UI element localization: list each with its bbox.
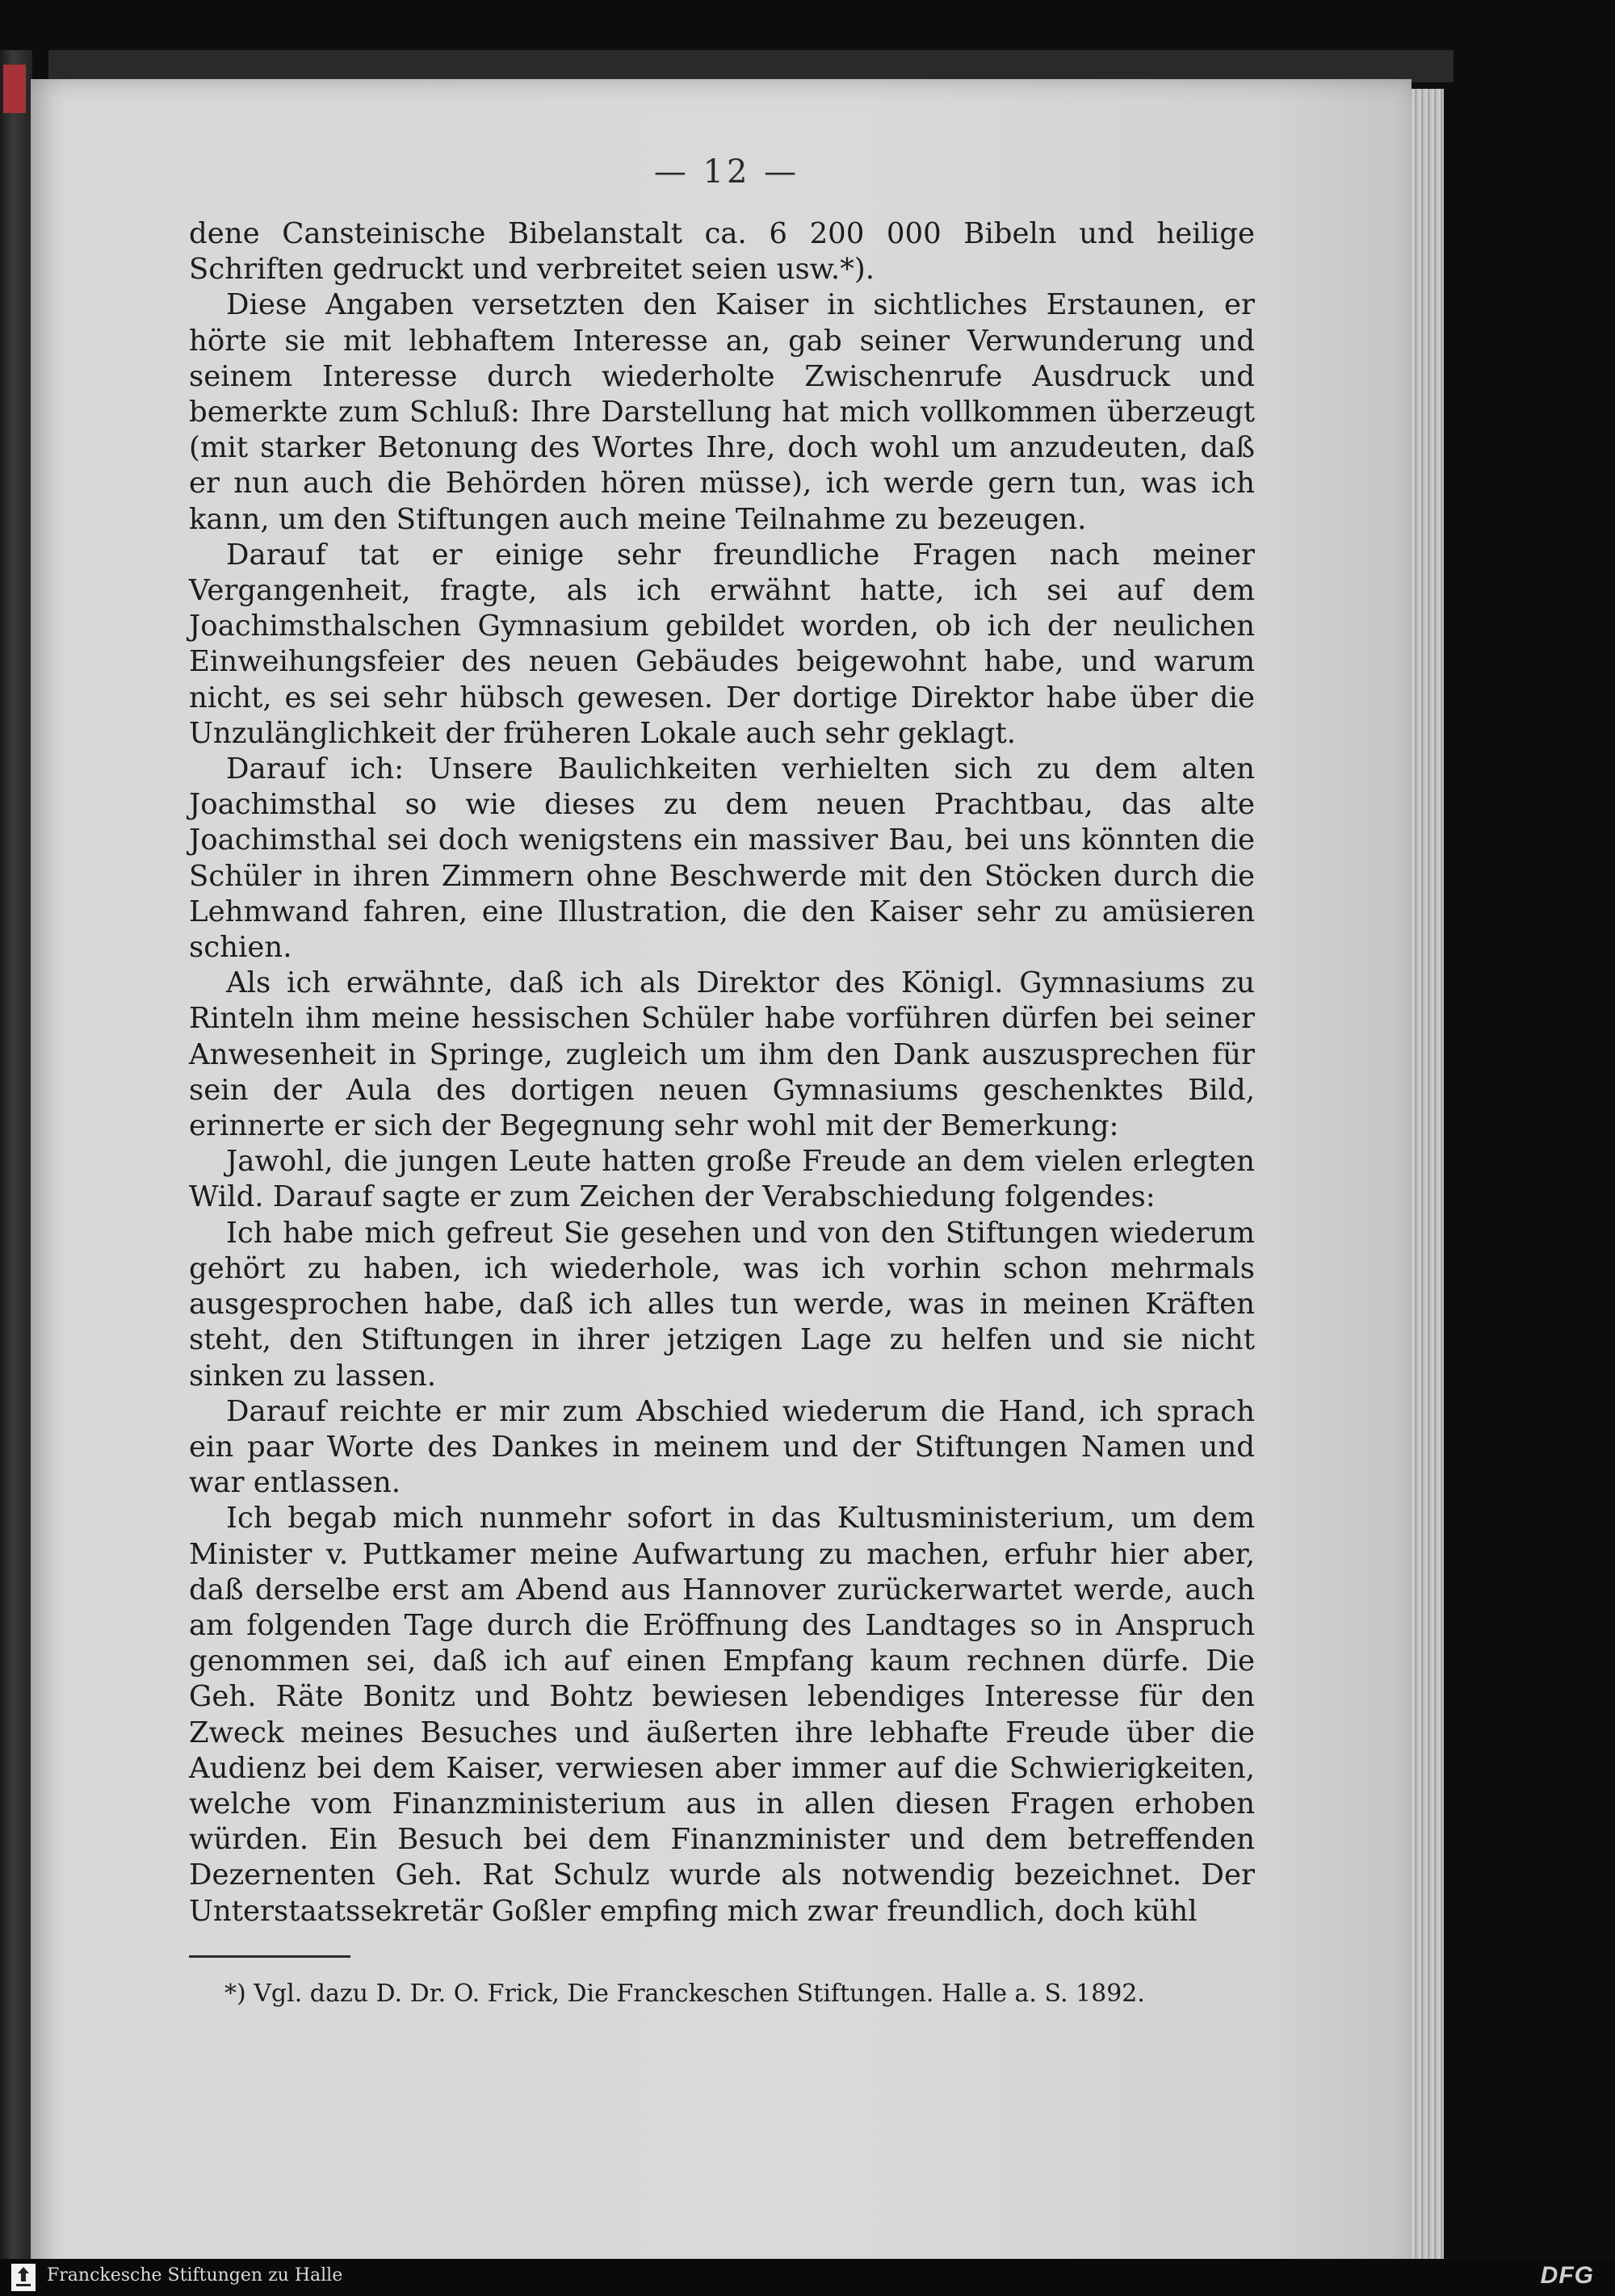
paragraph: Diese Angaben versetzten den Kaiser in sichtliches Erstaunen, er hörte sie mit lebhaftem Interesse an, gab seiner Verwunderung und seinem Interesse durch wiederholte Zwischenrufe Ausdruck und bemerkte zum Schluß: Ihre Darstellung hat mich vollkommen überzeugt (mit starker Betonung des Wortes Ihre, doch wohl um anzudeuten, daß er nun auch die Behörden hören müsse), ich werde gern tun, was ich kann, um den Stiftungen auch meine Teilnahme zu bezeugen. (189, 288, 1255, 536)
book-binding (0, 50, 32, 2294)
footnote: *) Vgl. dazu D. Dr. O. Frick, Die Franckeschen Stiftungen. Halle a. S. 1892. (224, 1980, 1145, 2008)
bookmark-ribbon (3, 65, 26, 113)
source-credit[interactable]: Franckesche Stiftungen zu Halle (47, 2265, 343, 2286)
footnote-divider (189, 1955, 350, 1958)
institution-logo-icon (11, 2264, 36, 2291)
funder-logo: DFG (1540, 2262, 1594, 2289)
page-edges (1412, 89, 1444, 2285)
page-number: — 12 — (653, 153, 800, 191)
paragraph: dene Cansteinische Bibelanstalt ca. 6 200 000 Bibeln und heilige Schriften gedruckt und verbreitet seien usw.*). (189, 217, 1255, 287)
paragraph: Darauf ich: Unsere Baulichkeiten verhielten sich zu dem alten Joachimsthal so wie dieses zu dem neuen Prachtbau, das alte Joachimsthal sei doch wenigstens ein massiver Bau, bei uns könnten die Schüler in ihren Zimmern ohne Beschwerde mit den Stöcken durch die Lehmwand fahren, eine Illustration, die den Kaiser sehr zu amüsieren schien. (189, 752, 1255, 965)
page-body (189, 216, 1255, 1929)
paragraph: Als ich erwähnte, daß ich als Direktor des Königl. Gymnasiums zu Rinteln ihm meine hessischen Schüler habe vorführen dürfen bei seiner Anwesenheit in Springe, zugleich um ihm den Dank auszusprechen für sein der Aula des dortigen neuen Gymnasiums geschenktes Bild, erinnerte er sich der Begegnung sehr wohl mit der Bemerkung: (189, 966, 1255, 1143)
paragraph: Ich begab mich nunmehr sofort in das Kultusministerium, um dem Minister v. Puttkamer meine Aufwartung zu machen, erfuhr hier aber, daß derselbe erst am Abend aus Hannover zurückerwartet werde, auch am folgenden Tage durch die Eröffnung des Landtages so in Anspruch genommen sei, daß ich auf einen Empfang kaum rechnen dürfe. Die Geh. Räte Bonitz und Bohtz bewiesen lebendiges Interesse für den Zweck meines Besuches und äußerten ihre lebhafte Freude über die Audienz bei dem Kaiser, verwiesen aber immer auf die Schwierigkeiten, welche vom Finanzministerium aus in allen diesen Fragen erhoben würden. Ein Besuch bei dem Finanzminister und dem betreffenden Dezernenten Geh. Rat Schulz wurde als notwendig bezeichnet. Der Unterstaatssekretär Goßler empfing mich zwar freundlich, doch kühl (189, 1502, 1255, 1928)
paragraph: Jawohl, die jungen Leute hatten große Freude an dem vielen erlegten Wild. Darauf sagte er zum Zeichen der Verabschiedung folgendes: (189, 1145, 1255, 1214)
paragraph: Ich habe mich gefreut Sie gesehen und von den Stiftungen wiederum gehört zu haben, ich wiederhole, was ich vorhin schon mehrmals ausgesprochen habe, daß ich alles tun werde, was in meinen Kräften steht, den Stiftungen in ihrer jetzigen Lage zu helfen und sie nicht sinken zu lassen. (189, 1216, 1255, 1393)
paragraph: Darauf tat er einige sehr freundliche Fragen nach meiner Vergangenheit, fragte, als ich erwähnt hatte, ich sei auf dem Joachimsthalschen Gymnasium gebildet worden, ob ich der neulichen Einweihungsfeier des neuen Gebäudes beigewohnt habe, und warum nicht, es sei sehr hübsch gewesen. Der dortige Direktor habe über die Unzulänglichkeit der früheren Lokale auch sehr geklagt. (189, 538, 1255, 750)
book-cover-edge (48, 50, 1454, 82)
paragraph: Darauf reichte er mir zum Abschied wiederum die Hand, ich sprach ein paar Worte des Dankes in meinem und der Stiftungen Namen und war entlassen. (189, 1394, 1255, 1500)
